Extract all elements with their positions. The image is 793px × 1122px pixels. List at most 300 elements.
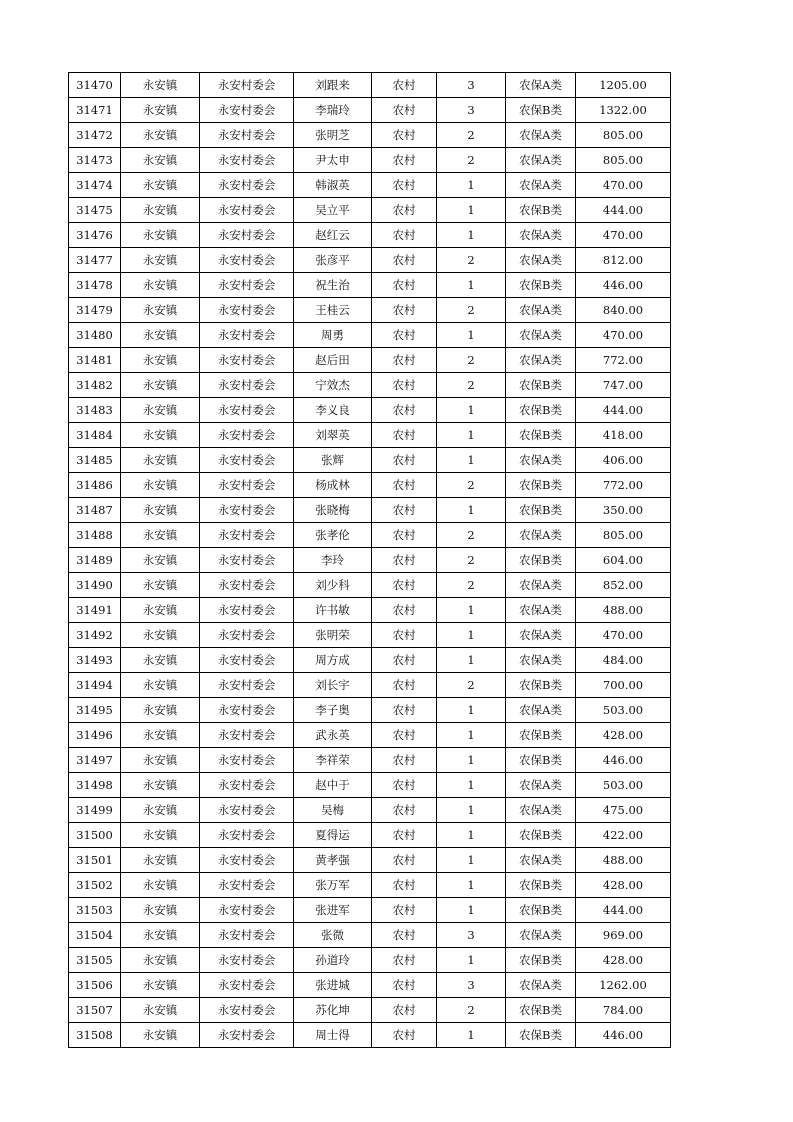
area-type-cell: 农村 [372,723,437,748]
name-cell: 周勇 [294,323,372,348]
area-type-cell: 农村 [372,423,437,448]
table-row [69,698,671,723]
household-count-cell: 3 [437,923,506,948]
area-type-cell: 农村 [372,998,437,1023]
area-type-cell: 农村 [372,373,437,398]
row-number-cell: 31489 [69,548,121,573]
insurance-category-cell: 农保A类 [506,923,576,948]
amount-cell: 428.00 [576,723,671,748]
insurance-category-cell: 农保B类 [506,548,576,573]
insurance-category-cell: 农保A类 [506,173,576,198]
insurance-category-cell: 农保A类 [506,248,576,273]
insurance-category-cell: 农保B类 [506,948,576,973]
amount-cell: 784.00 [576,998,671,1023]
name-cell: 刘跟来 [294,73,372,98]
insurance-category-cell: 农保B类 [506,873,576,898]
town-cell: 永安镇 [121,223,200,248]
table-row [69,598,671,623]
village-committee-cell: 永安村委会 [200,673,294,698]
area-type-cell: 农村 [372,523,437,548]
table-row [69,323,671,348]
village-committee-cell: 永安村委会 [200,748,294,773]
amount-cell: 470.00 [576,623,671,648]
household-count-cell: 1 [437,798,506,823]
household-count-cell: 2 [437,298,506,323]
town-cell: 永安镇 [121,173,200,198]
village-committee-cell: 永安村委会 [200,73,294,98]
row-number-cell: 31495 [69,698,121,723]
name-cell: 张明荣 [294,623,372,648]
village-committee-cell: 永安村委会 [200,923,294,948]
area-type-cell: 农村 [372,248,437,273]
household-count-cell: 1 [437,623,506,648]
area-type-cell: 农村 [372,123,437,148]
name-cell: 吴立平 [294,198,372,223]
household-count-cell: 3 [437,73,506,98]
town-cell: 永安镇 [121,98,200,123]
household-count-cell: 2 [437,548,506,573]
name-cell: 张万军 [294,873,372,898]
insurance-category-cell: 农保A类 [506,798,576,823]
row-number-cell: 31470 [69,73,121,98]
table-row [69,973,671,998]
household-count-cell: 1 [437,873,506,898]
town-cell: 永安镇 [121,473,200,498]
amount-cell: 840.00 [576,298,671,323]
name-cell: 赵红云 [294,223,372,248]
household-count-cell: 2 [437,123,506,148]
row-number-cell: 31485 [69,448,121,473]
amount-cell: 503.00 [576,773,671,798]
amount-cell: 446.00 [576,273,671,298]
name-cell: 张孝伦 [294,523,372,548]
town-cell: 永安镇 [121,948,200,973]
insurance-category-cell: 农保A类 [506,148,576,173]
table-row [69,823,671,848]
village-committee-cell: 永安村委会 [200,598,294,623]
household-count-cell: 2 [437,573,506,598]
name-cell: 孙道玲 [294,948,372,973]
row-number-cell: 31481 [69,348,121,373]
town-cell: 永安镇 [121,198,200,223]
table-row [69,98,671,123]
insurance-category-cell: 农保B类 [506,673,576,698]
town-cell: 永安镇 [121,873,200,898]
insurance-category-cell: 农保A类 [506,573,576,598]
village-committee-cell: 永安村委会 [200,623,294,648]
area-type-cell: 农村 [372,648,437,673]
village-committee-cell: 永安村委会 [200,148,294,173]
area-type-cell: 农村 [372,898,437,923]
row-number-cell: 31505 [69,948,121,973]
village-committee-cell: 永安村委会 [200,373,294,398]
name-cell: 周方成 [294,648,372,673]
table-row [69,448,671,473]
amount-cell: 484.00 [576,648,671,673]
table-row [69,223,671,248]
table-row [69,873,671,898]
household-count-cell: 3 [437,98,506,123]
insurance-category-cell: 农保A类 [506,523,576,548]
name-cell: 王桂云 [294,298,372,323]
name-cell: 刘翠英 [294,423,372,448]
household-count-cell: 1 [437,173,506,198]
town-cell: 永安镇 [121,148,200,173]
area-type-cell: 农村 [372,923,437,948]
insurance-category-cell: 农保B类 [506,198,576,223]
name-cell: 李子奥 [294,698,372,723]
town-cell: 永安镇 [121,898,200,923]
amount-cell: 446.00 [576,1023,671,1048]
insurance-category-cell: 农保B类 [506,498,576,523]
village-committee-cell: 永安村委会 [200,573,294,598]
household-count-cell: 1 [437,773,506,798]
amount-cell: 772.00 [576,348,671,373]
row-number-cell: 31503 [69,898,121,923]
table-row [69,248,671,273]
household-count-cell: 1 [437,823,506,848]
amount-cell: 350.00 [576,498,671,523]
town-cell: 永安镇 [121,748,200,773]
name-cell: 张微 [294,923,372,948]
table-row [69,998,671,1023]
row-number-cell: 31488 [69,523,121,548]
town-cell: 永安镇 [121,573,200,598]
name-cell: 吴梅 [294,798,372,823]
area-type-cell: 农村 [372,348,437,373]
insurance-category-cell: 农保A类 [506,223,576,248]
amount-cell: 700.00 [576,673,671,698]
town-cell: 永安镇 [121,848,200,873]
row-number-cell: 31491 [69,598,121,623]
village-committee-cell: 永安村委会 [200,1023,294,1048]
village-committee-cell: 永安村委会 [200,698,294,723]
row-number-cell: 31499 [69,798,121,823]
town-cell: 永安镇 [121,923,200,948]
table-row [69,623,671,648]
insurance-category-cell: 农保B类 [506,998,576,1023]
amount-cell: 488.00 [576,598,671,623]
village-committee-cell: 永安村委会 [200,248,294,273]
village-committee-cell: 永安村委会 [200,648,294,673]
name-cell: 杨成林 [294,473,372,498]
table-row [69,473,671,498]
table-row [69,748,671,773]
area-type-cell: 农村 [372,673,437,698]
insurance-category-cell: 农保A类 [506,973,576,998]
row-number-cell: 31486 [69,473,121,498]
row-number-cell: 31476 [69,223,121,248]
household-count-cell: 1 [437,748,506,773]
table-row [69,723,671,748]
area-type-cell: 农村 [372,73,437,98]
insurance-category-cell: 农保B类 [506,748,576,773]
area-type-cell: 农村 [372,398,437,423]
area-type-cell: 农村 [372,198,437,223]
household-count-cell: 1 [437,648,506,673]
village-committee-cell: 永安村委会 [200,548,294,573]
name-cell: 苏化坤 [294,998,372,1023]
amount-cell: 428.00 [576,948,671,973]
name-cell: 张彦平 [294,248,372,273]
row-number-cell: 31474 [69,173,121,198]
table-row [69,273,671,298]
area-type-cell: 农村 [372,1023,437,1048]
area-type-cell: 农村 [372,273,437,298]
name-cell: 祝生治 [294,273,372,298]
amount-cell: 1205.00 [576,73,671,98]
row-number-cell: 31475 [69,198,121,223]
amount-cell: 418.00 [576,423,671,448]
insurance-category-cell: 农保B类 [506,723,576,748]
amount-cell: 604.00 [576,548,671,573]
town-cell: 永安镇 [121,673,200,698]
amount-cell: 428.00 [576,873,671,898]
area-type-cell: 农村 [372,773,437,798]
row-number-cell: 31496 [69,723,121,748]
table-row [69,773,671,798]
area-type-cell: 农村 [372,698,437,723]
name-cell: 赵中于 [294,773,372,798]
town-cell: 永安镇 [121,598,200,623]
insurance-category-cell: 农保A类 [506,773,576,798]
name-cell: 张晓梅 [294,498,372,523]
name-cell: 张进军 [294,898,372,923]
town-cell: 永安镇 [121,998,200,1023]
town-cell: 永安镇 [121,498,200,523]
area-type-cell: 农村 [372,323,437,348]
amount-cell: 470.00 [576,173,671,198]
row-number-cell: 31473 [69,148,121,173]
insurance-category-cell: 农保A类 [506,848,576,873]
household-count-cell: 2 [437,998,506,1023]
village-committee-cell: 永安村委会 [200,473,294,498]
household-count-cell: 1 [437,948,506,973]
name-cell: 刘少科 [294,573,372,598]
amount-cell: 488.00 [576,848,671,873]
insurance-category-cell: 农保A类 [506,298,576,323]
area-type-cell: 农村 [372,498,437,523]
village-committee-cell: 永安村委会 [200,948,294,973]
household-count-cell: 1 [437,698,506,723]
table-row [69,548,671,573]
area-type-cell: 农村 [372,298,437,323]
household-count-cell: 2 [437,373,506,398]
area-type-cell: 农村 [372,973,437,998]
row-number-cell: 31506 [69,973,121,998]
insurance-category-cell: 农保A类 [506,323,576,348]
insurance-category-cell: 农保B类 [506,473,576,498]
village-committee-cell: 永安村委会 [200,998,294,1023]
village-committee-cell: 永安村委会 [200,223,294,248]
table-row [69,898,671,923]
area-type-cell: 农村 [372,448,437,473]
table-row [69,373,671,398]
name-cell: 李义良 [294,398,372,423]
row-number-cell: 31492 [69,623,121,648]
area-type-cell: 农村 [372,548,437,573]
table-row [69,198,671,223]
insurance-category-cell: 农保B类 [506,398,576,423]
insurance-category-cell: 农保B类 [506,273,576,298]
amount-cell: 1322.00 [576,98,671,123]
area-type-cell: 农村 [372,223,437,248]
household-count-cell: 1 [437,498,506,523]
row-number-cell: 31498 [69,773,121,798]
town-cell: 永安镇 [121,1023,200,1048]
village-committee-cell: 永安村委会 [200,123,294,148]
town-cell: 永安镇 [121,273,200,298]
household-count-cell: 2 [437,348,506,373]
name-cell: 刘长宇 [294,673,372,698]
row-number-cell: 31494 [69,673,121,698]
town-cell: 永安镇 [121,523,200,548]
name-cell: 黄孝强 [294,848,372,873]
town-cell: 永安镇 [121,723,200,748]
table-row [69,423,671,448]
area-type-cell: 农村 [372,848,437,873]
household-count-cell: 1 [437,273,506,298]
town-cell: 永安镇 [121,298,200,323]
household-count-cell: 1 [437,598,506,623]
household-count-cell: 2 [437,523,506,548]
household-count-cell: 1 [437,223,506,248]
insurance-category-cell: 农保B类 [506,373,576,398]
town-cell: 永安镇 [121,348,200,373]
row-number-cell: 31471 [69,98,121,123]
area-type-cell: 农村 [372,623,437,648]
household-count-cell: 1 [437,423,506,448]
area-type-cell: 农村 [372,573,437,598]
amount-cell: 444.00 [576,198,671,223]
amount-cell: 747.00 [576,373,671,398]
amount-cell: 812.00 [576,248,671,273]
village-committee-cell: 永安村委会 [200,973,294,998]
area-type-cell: 农村 [372,173,437,198]
amount-cell: 446.00 [576,748,671,773]
town-cell: 永安镇 [121,423,200,448]
name-cell: 武永英 [294,723,372,748]
row-number-cell: 31507 [69,998,121,1023]
household-count-cell: 2 [437,473,506,498]
name-cell: 张进城 [294,973,372,998]
village-committee-cell: 永安村委会 [200,723,294,748]
village-committee-cell: 永安村委会 [200,298,294,323]
name-cell: 张辉 [294,448,372,473]
village-committee-cell: 永安村委会 [200,873,294,898]
village-committee-cell: 永安村委会 [200,498,294,523]
table-row [69,923,671,948]
village-committee-cell: 永安村委会 [200,898,294,923]
insurance-category-cell: 农保A类 [506,598,576,623]
area-type-cell: 农村 [372,823,437,848]
amount-cell: 805.00 [576,123,671,148]
insurance-category-cell: 农保B类 [506,1023,576,1048]
amount-cell: 805.00 [576,148,671,173]
name-cell: 许书敏 [294,598,372,623]
row-number-cell: 31504 [69,923,121,948]
row-number-cell: 31502 [69,873,121,898]
village-committee-cell: 永安村委会 [200,198,294,223]
row-number-cell: 31501 [69,848,121,873]
table-row [69,1023,671,1048]
area-type-cell: 农村 [372,748,437,773]
row-number-cell: 31497 [69,748,121,773]
amount-cell: 444.00 [576,898,671,923]
area-type-cell: 农村 [372,948,437,973]
amount-cell: 772.00 [576,473,671,498]
amount-cell: 470.00 [576,223,671,248]
village-committee-cell: 永安村委会 [200,448,294,473]
town-cell: 永安镇 [121,973,200,998]
row-number-cell: 31477 [69,248,121,273]
insurance-category-cell: 农保A类 [506,123,576,148]
village-committee-cell: 永安村委会 [200,423,294,448]
town-cell: 永安镇 [121,73,200,98]
town-cell: 永安镇 [121,323,200,348]
row-number-cell: 31483 [69,398,121,423]
amount-cell: 503.00 [576,698,671,723]
row-number-cell: 31500 [69,823,121,848]
table-row [69,848,671,873]
household-count-cell: 1 [437,448,506,473]
row-number-cell: 31487 [69,498,121,523]
town-cell: 永安镇 [121,698,200,723]
town-cell: 永安镇 [121,648,200,673]
household-count-cell: 2 [437,148,506,173]
name-cell: 李祥荣 [294,748,372,773]
town-cell: 永安镇 [121,823,200,848]
insurance-category-cell: 农保A类 [506,623,576,648]
insurance-category-cell: 农保A类 [506,698,576,723]
insurance-category-cell: 农保A类 [506,73,576,98]
household-count-cell: 1 [437,898,506,923]
table-row [69,573,671,598]
table-row [69,498,671,523]
village-committee-cell: 永安村委会 [200,273,294,298]
name-cell: 赵后田 [294,348,372,373]
row-number-cell: 31508 [69,1023,121,1048]
area-type-cell: 农村 [372,798,437,823]
table-row [69,648,671,673]
village-committee-cell: 永安村委会 [200,348,294,373]
insurance-category-cell: 农保B类 [506,898,576,923]
insurance-category-cell: 农保A类 [506,648,576,673]
household-count-cell: 1 [437,198,506,223]
town-cell: 永安镇 [121,548,200,573]
household-count-cell: 1 [437,848,506,873]
household-count-cell: 1 [437,723,506,748]
table-row [69,148,671,173]
name-cell: 周士得 [294,1023,372,1048]
row-number-cell: 31478 [69,273,121,298]
row-number-cell: 31479 [69,298,121,323]
insurance-category-cell: 农保A类 [506,448,576,473]
village-committee-cell: 永安村委会 [200,98,294,123]
household-count-cell: 1 [437,323,506,348]
amount-cell: 475.00 [576,798,671,823]
table-body [69,73,671,1048]
name-cell: 张明芝 [294,123,372,148]
row-number-cell: 31490 [69,573,121,598]
household-count-cell: 2 [437,673,506,698]
town-cell: 永安镇 [121,773,200,798]
table-row [69,523,671,548]
village-committee-cell: 永安村委会 [200,773,294,798]
table-row [69,948,671,973]
household-count-cell: 3 [437,973,506,998]
area-type-cell: 农村 [372,873,437,898]
